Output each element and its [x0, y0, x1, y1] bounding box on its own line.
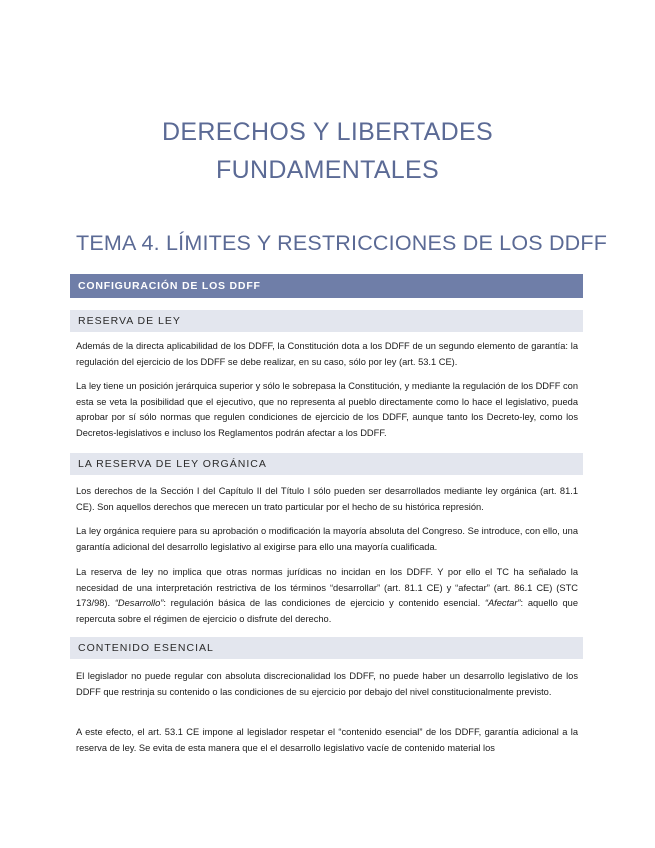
contenido-esencial-paragraph-2: A este efecto, el art. 53.1 CE impone al legislador respetar el “contenido esencial” de los DDFF, garantía adicional a la reserva de ley. Se evita de esta manera que el el desarrollo legislativo vacíe de contenido material los: [76, 727, 578, 753]
reserva-ley-paragraph-1: Además de la directa aplicabilidad de los DDFF, la Constitución dota a los DDFF de un segundo elemento de garantía: la regulación del ejercicio de los DDFF se debe realizar, en su caso, sólo por ley (art. 53.1 CE).: [76, 341, 578, 367]
document-title: [0, 113, 655, 189]
desarrollo-term: “Desarrollo”: [114, 598, 164, 609]
paragraph-3-text-c: : aquello que repercuta sobre el régimen de ejercicio o disfrute del derecho.: [76, 598, 579, 624]
reserva-organica-bar: [70, 453, 583, 475]
reserva-ley-paragraph-2: La ley tiene un posición jerárquica superior y sólo le sobrepasa la Constitución, y mediante la regulación de los DDFF con esta se veta la posibilidad que el ejecutivo, que no representa al pueblo directamente como lo hace el legislativo, pueda aprobar por sí sólo normas que regulen condiciones de ejercicio de los DDFF, aunque tanto los Decreto-ley, como los Decretos-legislativos e incluso los Reglamentos podrán afectar a los DDFF.: [76, 381, 578, 438]
paragraph-3-text-a: La reserva de ley no implica que otras normas jurídicas no incidan en los DDFF. Y por ello el TC ha señalado la necesidad de una interpretación restrictiva de los términos “desarrollar” (art. 81.1 CE) y “afectar” (art. 86.1 CE) (STC 173/98).: [76, 567, 578, 609]
reserva-organica-paragraph-3: [76, 565, 578, 627]
document-title-line1: DERECHOS Y LIBERTADES: [162, 118, 493, 146]
contenido-esencial-paragraph-1: El legislador no puede regular con absoluta discrecionalidad los DDFF, no puede haber un desarrollo legislativo de los DDFF que restrinja su contenido o las condiciones de su ejercicio por debajo del nivel constitucionalmente previsto.: [76, 671, 578, 697]
document-title-line2: FUNDAMENTALES: [216, 156, 439, 184]
reserva-ley-heading: RESERVA DE LEY: [78, 315, 181, 327]
tema-heading: TEMA 4. LÍMITES Y RESTRICCIONES DE LOS DDFF: [76, 231, 608, 255]
reserva-organica-heading: LA RESERVA DE LEY ORGÁNICA: [78, 458, 267, 470]
reserva-ley-bar: [70, 310, 583, 332]
config-section-bar: [70, 274, 583, 298]
config-section-heading: CONFIGURACIÓN DE LOS DDFF: [78, 280, 261, 292]
contenido-esencial-bar: [70, 637, 583, 659]
reserva-organica-paragraph-1: Los derechos de la Sección I del Capítulo II del Título I sólo pueden ser desarrollados mediante ley orgánica (art. 81.1 CE). Son aquellos derechos que merecen un trato particular por el hecho de su histórica represión.: [76, 486, 578, 512]
paragraph-3-text-b: : regulación básica de las condiciones de ejercicio y contenido esencial.: [163, 598, 485, 609]
afectar-term: “Afectar”: [484, 598, 521, 609]
reserva-organica-paragraph-2: La ley orgánica requiere para su aprobación o modificación la mayoría absoluta del Congreso. Se introduce, con ello, una garantía adicional del desarrollo legislativo al exigirse para ello una mayoría cualificada.: [76, 526, 578, 552]
contenido-esencial-heading: CONTENIDO ESENCIAL: [78, 642, 214, 654]
